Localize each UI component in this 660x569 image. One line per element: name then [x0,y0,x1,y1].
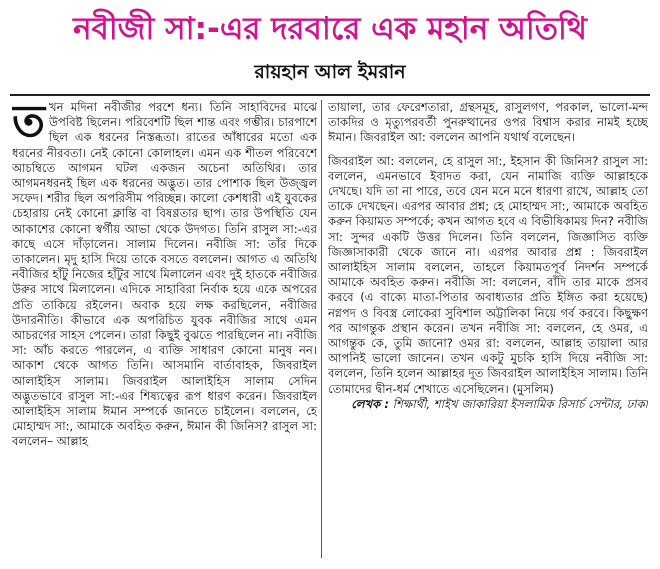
article-column-right [328,100,648,562]
column-divider [321,100,322,558]
header-rule [10,94,650,96]
article-headline: নবীজী সা:-এর দরবারে এক মহান অতিথি [73,11,587,47]
writer-byline [328,397,648,412]
paragraph-text: খন মদিনা নবীজীর পরশে ধন্য। তিনি সাহাবিদের মাঝে উপবিষ্ট ছিলেন। পরিবেশটি ছিল শান্ত এবং গম্ভীর। চারপাশে ছিল এক ধরনের নিস্তব্ধতা। রাতের আঁধারের মতো এক ধরনের নীরবতা। নেই কোনো কোলাহল। এমন এক শীতল পরিবেশে আচম্বিতে আগমন ঘটল একজন অচেনা অতিথির। তার আগমনধরনই ছিল এক ধরনের অদ্ভুত। তার পোশাক ছিল উজ্জ্বল সফেদ। শরীর ছিল অপরিসীম পরিচ্ছন্ন। কালো কেশধারী এই যুবকের চেহারায় নেই কোনো ক্লান্তি বা বিষণ্ণতার ছাপ। তার উপস্থিতি যেন আকাশের কোনো স্বর্গীয় আভা থেকে উদগত। তিনি রাসুল সা:-এর কাছে এসে দাঁড়ালেন। সালাম দিলেন। নবীজি সা: তাঁর দিকে তাকালেন। মৃদু হাসি দিয়ে তাকে বসতে বললেন। আগত এ অতিথি নবীজির হাঁটু নিজের হাঁটুর সাথে মিলালেন এবং দুই হাতকে নবীজির উরুর সাথে মিলালেন। এদিকে সাহাবিরা নির্বাক হয়ে একে অপরের প্রতি তাকিয়ে রইলেন। অবাক হয়ে লক্ষ করছিলেন, নবীজির উদারনীতি। কীভাবে এক অপরিচিত যুবক নবীজির সাথে এমন আচরণের সাহস পেলেন। তারা কিছুই বুঝতে পারছিলেন না। নবীজি সা: আঁচ করতে পারলেন, এ ব্যক্তি সাধারণ কোনো মানুষ নন। আকাশ থেকে আগত তিনি। আসমানি বার্তাবাহক, জিবরাইল আলাইহিস সালাম। জিবরাইল আলাইহিস সালাম সেদিন অদ্ভুতভাবে রাসুল সা:-এর শিষ্যত্বের রূপ ধারণ করেন। জিবরাইল আলাইহিস সালাম ঈমান সম্পর্কে জানতে চাইলেন। বললেন, হে মোহাম্মদ সা:, আমাকে অবহিত করুন, ঈমান কী জিনিস? রাসুল সা: বললেন– আল্লাহ [12,100,317,449]
drop-cap: ত [12,100,46,147]
byline-label: লেখক : [351,396,389,411]
paragraph-gap [328,146,648,154]
paragraph-opening [12,100,317,450]
article-column-left [12,100,317,555]
paragraph-ihsan: জিবরাইল আ: বললেন, হে রাসুল সা:, ইহসান কী জিনিস? রাসুল সা: বললেন, এমনভাবে ইবাদত করা, যেন নামাজি ব্যক্তি আল্লাহকে দেখছে। যদি তা না পারে, তবে যেন মনে মনে ধারণা রাখে, আল্লাহ তো তাকে দেখছেন। এরপর আবার প্রশ্ন; হে মোহাম্মদ সা:, আমাকে অবহিত করুন কিয়ামত সম্পর্কে; কখন আগত হবে এ বিভীষিকাময় দিন? নবীজি সা: সুন্দর একটি উত্তর দিলেন। তিনি বললেন, জিজ্ঞাসিত ব্যক্তি জিজ্ঞাসাকারী থেকে জানে না। এরপর আবার প্রশ্ন : জিবরাইল আলাইহিস সালাম বললেন, তাহলে কিয়ামতপূর্ব নিদর্শন সম্পর্কে আমাকে অবহিত করুন। নবীজি সা: বললেন, বাঁদি তার মাকে প্রসব করবে (এ বাক্যে মাতা-পিতার অবাধ্যতার প্রতি ইঙ্গিত করা হয়েছে) নগ্নপদ ও বিবস্ত্র লোকেরা সুবিশাল অট্টালিকা নিয়ে গর্ব করবে। কিছুক্ষণ পর আগন্তুক প্রস্থান করেন। তখন নবীজি সা: বললেন, হে ওমর, এ আগন্তুক কে, তুমি জানো? ওমর রা: বললেন, আল্লাহ তায়ালা আর আপনিই ভালো জানেন। তখন একটু মুচকি হাসি দিয়ে নবীজি সা: বললেন, তিনি হলেন আল্লাহর দূত জিবরাইল আলাইহিস সালাম। তিনি তোমাদের দ্বীন-ধর্ম শেখাতে এসেছিলেন। (মুসলিম) [328,153,648,396]
article-author: রায়হান আল ইমরান [254,61,406,83]
byline-text: শিক্ষার্থী, শাইখ জাকারিয়া ইসলামিক রিসার্চ সেন্টার, ঢাকা [388,396,648,411]
paragraph-continued: তায়ালা, তার ফেরেশতারা, গ্রন্থসমূহ, রাসুলগণ, পরকাল, ভালো-মন্দ তাকদির ও মৃত্যুপরবর্তী পুনরুত্থানের ওপর বিশ্বাস করার নামই হচ্ছে ঈমান। জিবরাইল আ: বললেন আপনি যথার্থ বলেছেন। [328,100,648,145]
